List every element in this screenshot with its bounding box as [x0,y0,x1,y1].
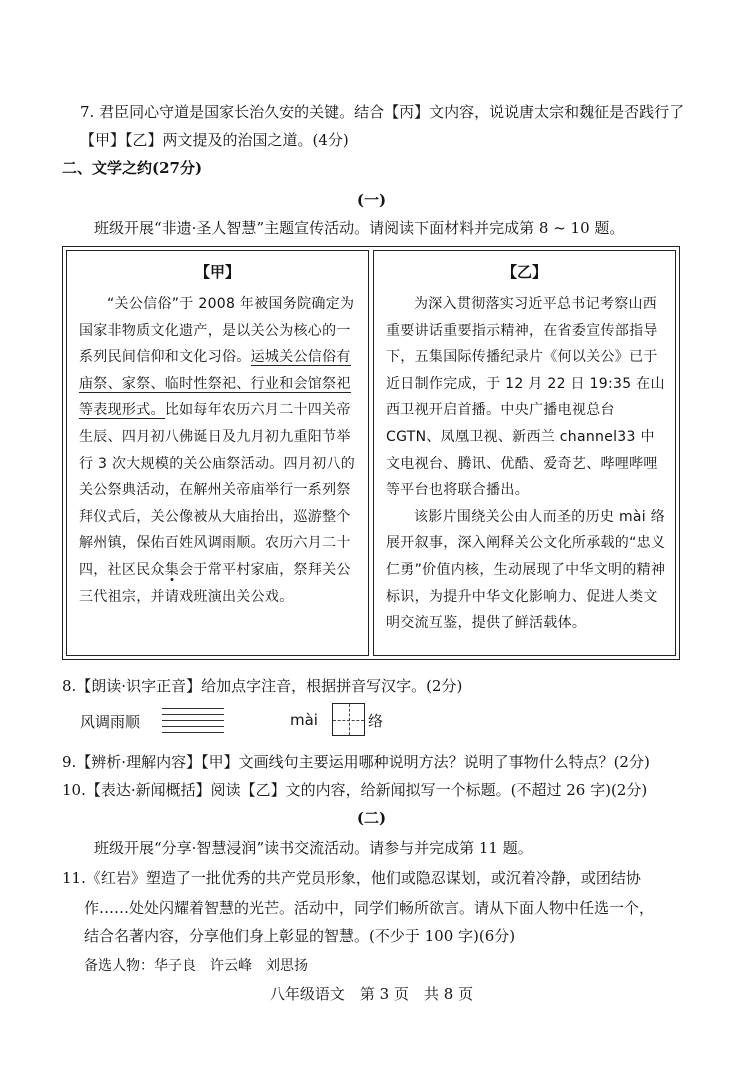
q8-character-box[interactable] [332,703,365,736]
right-p2: 该影片围绕关公由人而圣的历史 mài 络展开叙事，深入阐释关公文化所承载的“忠义仁勇”价值内核，生动展现了中华文明的精神标识，为提升中华文化影响力、促进人类文明交流互鉴，提供了鲜活载体。 [386,508,666,632]
material-left-column [66,250,369,656]
material-table [62,246,680,660]
q9-text: 9.【辨析·理解内容】【甲】文画线句主要运用哪种说明方法？说明了事物什么特点？(2分) [62,753,650,771]
material-right-head: 【乙】 [501,263,547,281]
q7-line2: 【甲】【乙】两文提及的治国之道。(4分) [80,131,349,149]
dotted-char: 集 [164,561,180,578]
material-right-text [386,291,667,637]
underlined-sentence: 运城关公信俗有庙祭、家祭、临时性祭祀、行业和会馆祭祀等表现形式。 [79,349,351,419]
part1-title: (一) [356,191,387,209]
left-p1c: 会于常平村家庙，祭拜关公三代祖宗，并请戏班演出关公戏。 [79,561,351,605]
q8-word: 风调雨顺 [80,713,141,731]
left-p1b: 比如每年农历六月二十四关帝生辰、四月初八佛诞日及九月初九重阳节举行 3 次大规模的关公庙祭活动。四月初八的关公祭典活动，在解州关帝庙举行一系列祭拜仪式后，关公像被从大庙抬出，巡游整个解州镇，保佑百姓风调雨顺。农历六月二十四，社区民众 [79,402,356,578]
part1-intro: 班级开展“非遗·圣人智慧”主题宣传活动。请阅读下面材料并完成第 8 ~ 10 题。 [94,219,625,237]
material-left-head: 【甲】 [194,263,240,281]
right-p1: 为深入贯彻落实习近平总书记考察山西重要讲话重要指示精神，在省委宣传部指导下，五集国际传播纪录片《何以关公》已于近日制作完成，于 12 月 22 日 19:35 在山西卫视开启首播。中央广播电视总台 CGTN、凤凰卫视、新西兰 channel33 中文电视台、腾讯、优酷、爱奇艺、哔哩哔哩等平台也将联合播出。 [386,296,665,499]
left-p1a: “关公信俗”于 2008 年被国务院确定为国家非物质文化遗产，是以关公为核心的一系列民间信仰和文化习俗。 [79,296,355,366]
material-left-text [79,291,360,610]
q11-candidates: 备选人物：华子良 许云峰 刘思扬 [84,958,308,974]
q11-line3: 结合名著内容，分享他们身上彰显的智慧。(不少于 100 字)(6分) [84,927,516,945]
part2-title: (二) [356,809,387,827]
section2-title: 二、文学之约(27分) [62,159,203,177]
q11-line2: 作……处处闪耀着智慧的光芒。活动中，同学们畅所欲言。请从下面人物中任选一个， [84,899,655,917]
material-right-column [373,250,676,656]
page-footer: 八年级语文 第 3 页 共 8 页 [269,985,474,1003]
q7-line1: 7. 君臣同心守道是国家长治久安的关键。结合【丙】文内容，说说唐太宗和魏征是否践行了 [80,103,685,121]
q8-suffix: 络 [368,712,384,730]
q8-answer-lines[interactable] [162,706,224,734]
q8-text: 8.【朗读·识字正音】给加点字注音，根据拼音写汉字。(2分) [62,677,463,695]
q10-text: 10.【表达·新闻概括】阅读【乙】文的内容，给新闻拟写一个标题。(不超过 26 字)(2分) [62,781,648,799]
q11-line1: 11.《红岩》塑造了一批优秀的共产党员形象，他们或隐忍谋划，或沉着冷静，或团结协 [62,869,641,887]
q8-pinyin: mài [290,711,318,729]
part2-intro: 班级开展“分享·智慧浸润”读书交流活动。请参与并完成第 11 题。 [94,839,533,857]
